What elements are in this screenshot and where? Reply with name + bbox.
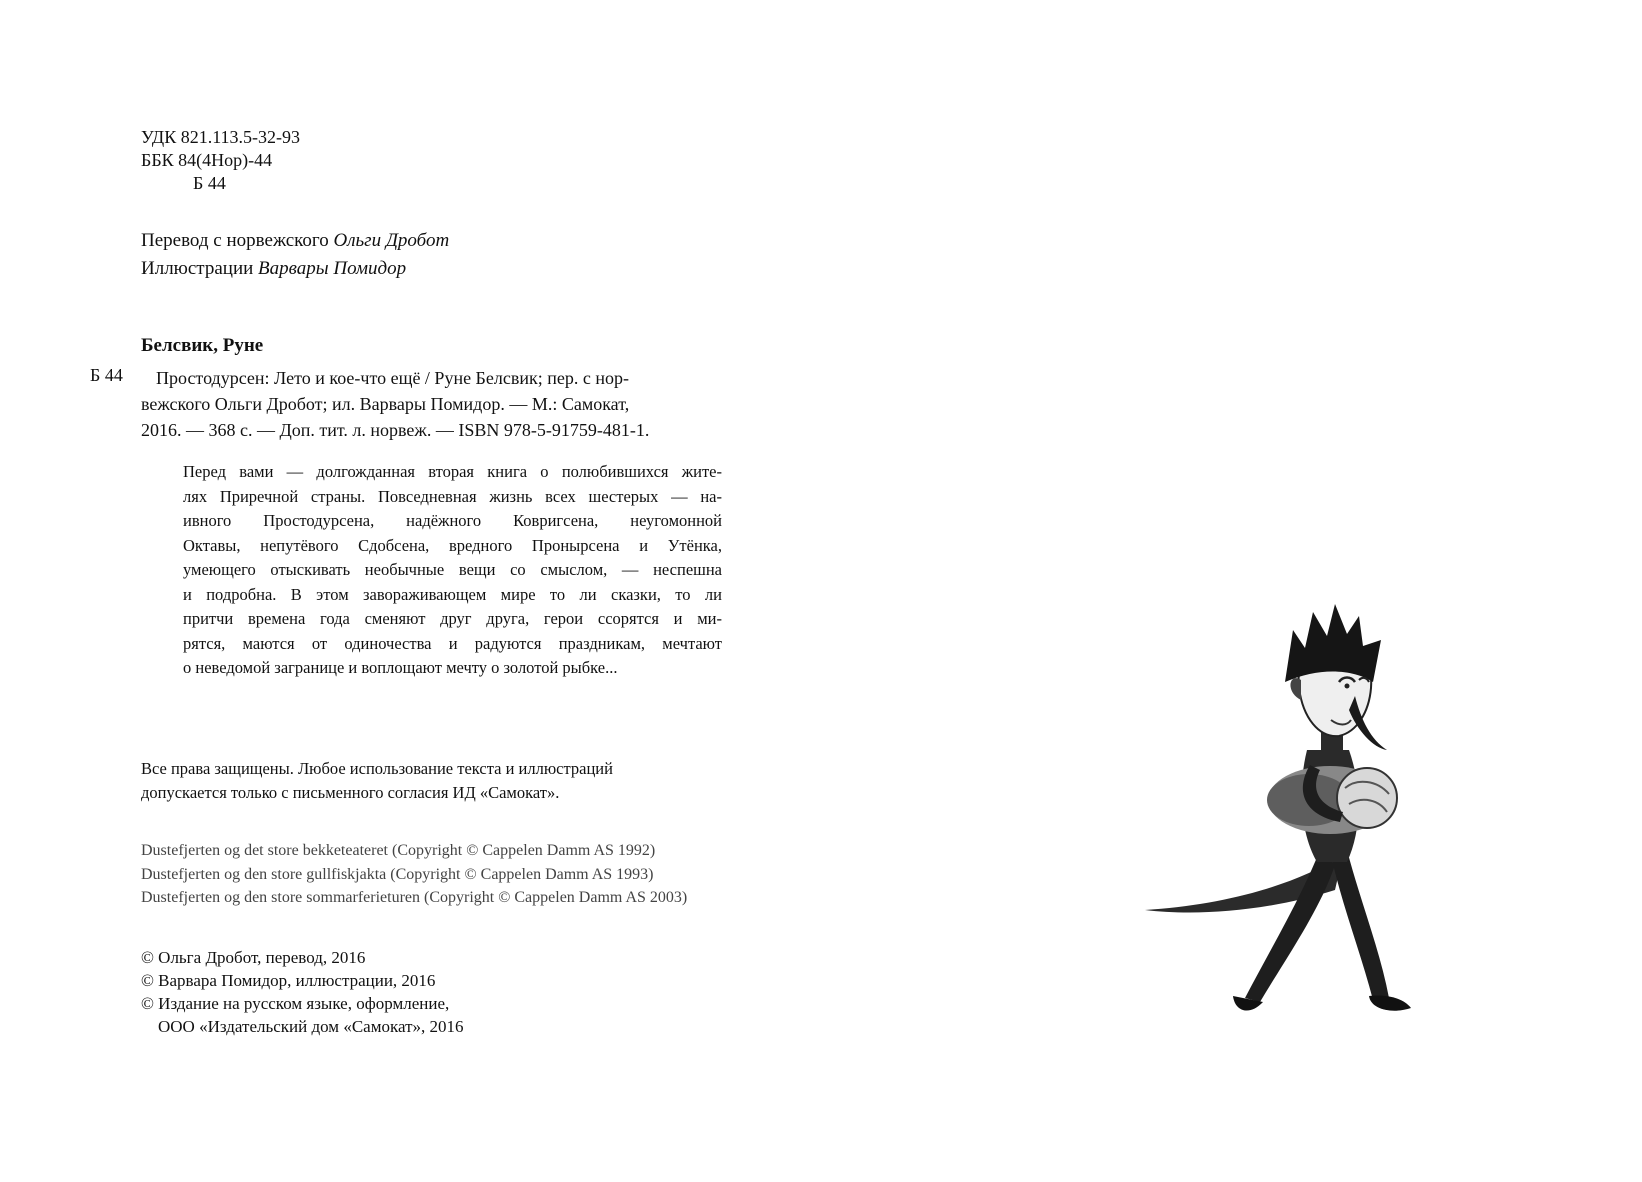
annotation-line: о неведомой загранице и воплощают мечту о золотой рыбке... [183, 658, 618, 677]
catalog-line: 2016. — 368 с. — Доп. тит. л. норвеж. — ISBN 978-5-91759-481-1. [141, 420, 650, 440]
author-mark: Б 44 [193, 173, 226, 193]
annotation-line: умеющего отыскивать необычные вещи со смыслом, — неспешна [183, 560, 722, 579]
copyright-line: ООО «Издательский дом «Самокат», 2016 [158, 1017, 464, 1036]
catalog-code: Б 44 [90, 365, 123, 385]
rights-notice [141, 757, 613, 805]
rights-line: Все права защищены. Любое использование текста и иллюстраций [141, 759, 613, 778]
rights-line: допускается только с письменного согласия ИД «Самокат». [141, 783, 560, 802]
translation-credit [141, 227, 449, 255]
original-title: Dustefjerten og den store sommarferieturen (Copyright © Cappelen Damm AS 2003) [141, 889, 688, 906]
copyright-line: © Ольга Дробот, перевод, 2016 [141, 948, 366, 967]
bbk-code: ББК 84(4Нор)-44 [141, 150, 273, 170]
annotation-line: ивного Простодурсена, надёжного Ковригсена, неугомонной [183, 511, 722, 530]
annotation [183, 460, 722, 681]
catalog-line: Простодурсен: Лето и кое-что ещё / Руне Белсвик; пер. с нор- [156, 368, 629, 388]
annotation-line: Октавы, непутёвого Сдобсена, вредного Пронырсена и Утёнка, [183, 535, 722, 555]
original-title: Dustefjerten og det store bekketeateret (Copyright © Cappelen Damm AS 1992) [141, 842, 656, 859]
udk-code: УДК 821.113.5-32-93 [141, 127, 301, 147]
catalog-author: Белсвик, Руне [141, 335, 264, 356]
character-illustration [1135, 600, 1515, 1050]
copyright-line: © Издание на русском языке, оформление, [141, 994, 450, 1013]
original-title: Dustefjerten og den store gullfiskjakta (Copyright © Cappelen Damm AS 1993) [141, 865, 654, 883]
translation-prefix: Перевод с норвежского [141, 230, 334, 251]
annotation-line: притчи времена года сменяют друг друга, герои ссорятся и ми- [183, 609, 722, 628]
copyright-notices [141, 946, 464, 1038]
illustration-prefix: Иллюстрации [141, 258, 259, 279]
illustration-credit [141, 255, 449, 283]
translator-name: Ольги Дробот [333, 230, 450, 251]
annotation-line: Перед вами — долгожданная вторая книга о полюбившихся жите- [183, 462, 722, 481]
credits [141, 227, 449, 283]
catalog-line: вежского Ольги Дробот; ил. Варвары Помидор. — М.: Самокат, [141, 394, 630, 414]
annotation-line: и подробна. В этом завораживающем мире то ли сказки, то ли [183, 584, 722, 604]
character-drawing [1135, 600, 1515, 1050]
annotation-line: лях Приречной страны. Повседневная жизнь всех шестерых — на- [183, 486, 722, 506]
copyright-line: © Варвара Помидор, иллюстрации, 2016 [141, 971, 436, 990]
illustrator-name: Варвары Помидор [258, 258, 407, 279]
catalog-description [141, 365, 722, 443]
annotation-line: рятся, маются от одиночества и радуются праздникам, мечтают [183, 633, 722, 653]
original-titles [141, 839, 687, 910]
classification-codes [141, 126, 300, 195]
